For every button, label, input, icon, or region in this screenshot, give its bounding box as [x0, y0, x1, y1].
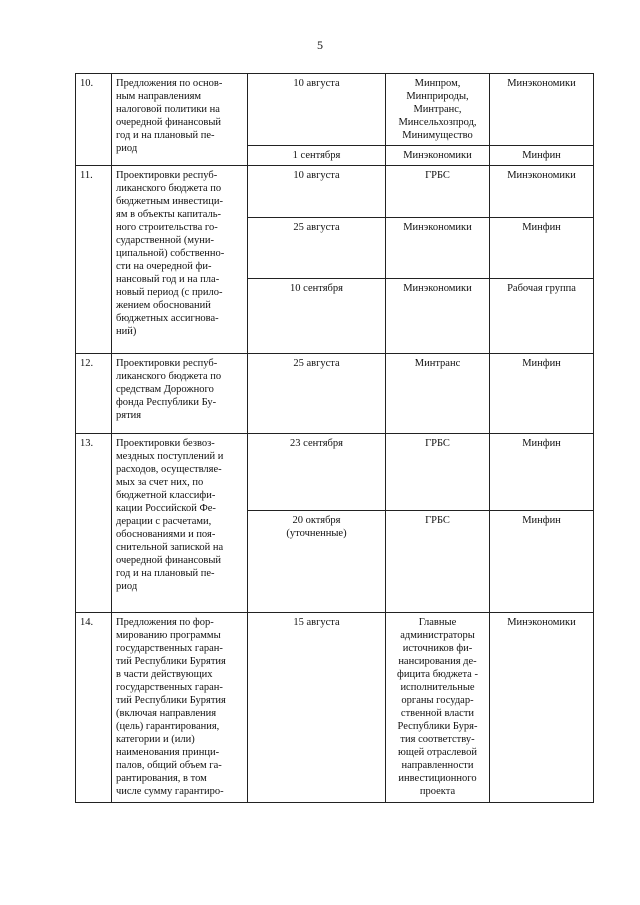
deadline-line: (уточненные)	[286, 528, 347, 539]
responsible-cell	[386, 279, 490, 354]
description-line: (цель) гарантирования,	[116, 721, 220, 732]
deadline-cell	[248, 166, 386, 218]
deadline-line: 25 августа	[293, 358, 340, 369]
deadline-line: 1 сентября	[292, 150, 341, 161]
responsible-line: ющей отраслевой	[398, 747, 477, 758]
description-line: мых за счет них, по	[116, 477, 204, 488]
responsible-line: Главные	[418, 617, 457, 628]
description-line: Проектировки респуб-	[116, 358, 218, 369]
responsible-cell	[386, 146, 490, 166]
description-line: сти на очередной фи-	[116, 261, 212, 272]
recipient-line: Минэкономики	[507, 617, 576, 628]
responsible-line: Минэкономики	[403, 222, 472, 233]
responsible-line: направленности	[401, 760, 474, 771]
responsible-line: Минприроды,	[406, 91, 469, 102]
plan-table	[75, 73, 594, 803]
description-line: бюджетных ассигнова-	[116, 313, 219, 324]
responsible-line: Минэкономики	[403, 283, 472, 294]
item-description	[112, 74, 248, 166]
responsible-line: администраторы	[400, 630, 475, 641]
deadline-cell	[248, 279, 386, 354]
description-line: год и на плановый пе-	[116, 568, 215, 579]
row-number: 14.	[76, 613, 112, 803]
recipient-cell	[490, 434, 594, 511]
responsible-line: Минсельхозпрод,	[398, 117, 477, 128]
table-row	[76, 74, 594, 146]
responsible-line: Минпром,	[414, 78, 461, 89]
description-line: налоговой политики на	[116, 104, 220, 115]
table-row	[76, 166, 594, 218]
item-description	[112, 434, 248, 613]
row-number: 11.	[76, 166, 112, 354]
deadline-cell	[248, 434, 386, 511]
description-line: расходов, осуществляе-	[116, 464, 222, 475]
responsible-line: тия соответству-	[400, 734, 475, 745]
description-line: Проектировки респуб-	[116, 170, 218, 181]
responsible-line: органы государ-	[401, 695, 474, 706]
recipient-cell	[490, 146, 594, 166]
description-line: мированию программы	[116, 630, 221, 641]
description-line: тий Республики Бурятия	[116, 695, 226, 706]
recipient-line: Минфин	[522, 358, 561, 369]
table-row	[76, 613, 594, 803]
deadline-line: 10 августа	[293, 78, 340, 89]
description-line: год и на плановый пе-	[116, 130, 215, 141]
table-row	[76, 354, 594, 434]
responsible-line: исполнительные	[400, 682, 475, 693]
responsible-line: ственной власти	[400, 708, 475, 719]
recipient-cell	[490, 613, 594, 803]
description-line: средствам Дорожного	[116, 384, 214, 395]
description-line: рятия	[116, 410, 142, 421]
responsible-cell	[386, 74, 490, 146]
recipient-line: Минфин	[522, 438, 561, 449]
description-line: ного строительства го-	[116, 222, 218, 233]
responsible-line: ГРБС	[425, 438, 450, 449]
responsible-line: проекта	[419, 786, 456, 797]
description-line: кации Российской Фе-	[116, 503, 216, 514]
description-line: ным направлениям	[116, 91, 202, 102]
description-line: категории и (или)	[116, 734, 195, 745]
description-line: ципальной) собственно-	[116, 248, 225, 259]
description-line: наименования принци-	[116, 747, 220, 758]
row-number: 12.	[76, 354, 112, 434]
description-line: обоснованиями и поя-	[116, 529, 216, 540]
recipient-line: Минфин	[522, 222, 561, 233]
recipient-cell	[490, 74, 594, 146]
deadline-line: 10 августа	[293, 170, 340, 181]
description-line: ликанского бюджета по	[116, 371, 222, 382]
description-line: числе сумму гарантиро-	[116, 786, 224, 797]
deadline-cell	[248, 354, 386, 434]
description-line: снительной запиской на	[116, 542, 224, 553]
description-line: ликанского бюджета по	[116, 183, 222, 194]
description-line: дерации с расчетами,	[116, 516, 212, 527]
responsible-line: нансирования де-	[398, 656, 477, 667]
responsible-line: Минэкономики	[403, 150, 472, 161]
recipient-cell	[490, 279, 594, 354]
description-line: нансовый год и на пла-	[116, 274, 220, 285]
description-line: ям в объекты капиталь-	[116, 209, 222, 220]
deadline-line: 15 августа	[293, 617, 340, 628]
item-description	[112, 166, 248, 354]
deadline-cell	[248, 218, 386, 279]
item-description	[112, 354, 248, 434]
responsible-line: Минтранс	[414, 358, 461, 369]
row-number: 13.	[76, 434, 112, 613]
item-description	[112, 613, 248, 803]
responsible-line: Республики Буря-	[397, 721, 478, 732]
description-line: государственных гаран-	[116, 643, 223, 654]
description-line: бюджетным инвестици-	[116, 196, 223, 207]
description-line: (включая направления	[116, 708, 217, 719]
description-line: Проектировки безвоз-	[116, 438, 215, 449]
deadline-line: 23 сентября	[290, 438, 343, 449]
description-line: жением обоснований	[116, 300, 211, 311]
responsible-line: инвестиционного	[398, 773, 477, 784]
recipient-line: Минфин	[522, 150, 561, 161]
description-line: мездных поступлений и	[116, 451, 224, 462]
responsible-cell	[386, 354, 490, 434]
responsible-line: Минимущество	[402, 130, 473, 141]
description-line: рантирования, в том	[116, 773, 207, 784]
description-line: Предложения по фор-	[116, 617, 214, 628]
recipient-line: Минэкономики	[507, 78, 576, 89]
responsible-line: Минтранс,	[413, 104, 462, 115]
description-line: сударственной (муни-	[116, 235, 215, 246]
row-number: 10.	[76, 74, 112, 166]
responsible-cell	[386, 218, 490, 279]
description-line: очередной финансовый	[116, 117, 222, 128]
description-line: ний)	[116, 326, 137, 337]
description-line: новый период (с прило-	[116, 287, 223, 298]
recipient-cell	[490, 166, 594, 218]
deadline-line: 10 сентября	[290, 283, 343, 294]
responsible-line: ГРБС	[425, 515, 450, 526]
recipient-line: Рабочая группа	[507, 283, 576, 294]
recipient-cell	[490, 511, 594, 613]
recipient-line: Минэкономики	[507, 170, 576, 181]
deadline-cell	[248, 613, 386, 803]
responsible-cell	[386, 166, 490, 218]
deadline-line: 20 октября	[292, 515, 341, 526]
responsible-line: источников фи-	[402, 643, 473, 654]
recipient-cell	[490, 218, 594, 279]
recipient-cell	[490, 354, 594, 434]
responsible-cell	[386, 613, 490, 803]
description-line: тий Республики Бурятия	[116, 656, 226, 667]
recipient-line: Минфин	[522, 515, 561, 526]
description-line: риод	[116, 581, 138, 592]
page-number: 5	[317, 38, 323, 52]
description-line: государственных гаран-	[116, 682, 223, 693]
table-row	[76, 434, 594, 511]
description-line: палов, общий объем га-	[116, 760, 222, 771]
description-line: бюджетной классифи-	[116, 490, 216, 501]
deadline-cell	[248, 146, 386, 166]
responsible-line: ГРБС	[425, 170, 450, 181]
description-line: очередной финансовый	[116, 555, 222, 566]
responsible-cell	[386, 434, 490, 511]
responsible-line: фицита бюджета -	[397, 669, 478, 680]
deadline-line: 25 августа	[293, 222, 340, 233]
description-line: фонда Республики Бу-	[116, 397, 217, 408]
plan-table-body	[76, 74, 594, 803]
responsible-cell	[386, 511, 490, 613]
description-line: Предложения по основ-	[116, 78, 223, 89]
description-line: в части действующих	[116, 669, 213, 680]
deadline-cell	[248, 74, 386, 146]
description-line: риод	[116, 143, 138, 154]
deadline-cell	[248, 511, 386, 613]
